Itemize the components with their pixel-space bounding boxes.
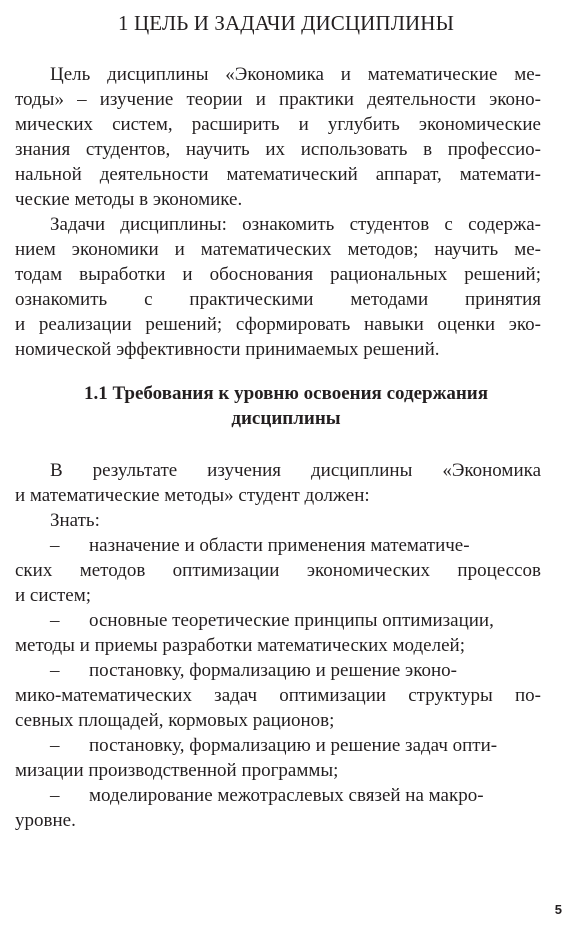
- list-item-text: основные теоретические принципы оптимизации,: [89, 610, 494, 631]
- text-line: Цель дисциплины «Экономика и математические ме-: [50, 64, 541, 85]
- text-line: и реализации решений; сформировать навыки оценки эко-: [15, 314, 541, 335]
- text-line: мико-математических задач оптимизации структуры по-: [15, 685, 541, 706]
- text-line: уровне.: [15, 810, 76, 831]
- text-line: мических систем, расширить и углубить экономические: [15, 114, 541, 135]
- text-line: севных площадей, кормовых рационов;: [15, 710, 335, 731]
- dash-bullet: –: [50, 660, 60, 681]
- list-item-text: постановку, формализацию и решение эконо-: [89, 660, 457, 681]
- text-line: знания студентов, научить их использовать в профессио-: [15, 139, 541, 160]
- text-line: тоды» – изучение теории и практики деятельности эконо-: [15, 89, 541, 110]
- list-item-text: постановку, формализацию и решение задач опти-: [89, 735, 498, 756]
- list-item-text: назначение и области применения математиче-: [89, 535, 470, 556]
- text-line: и систем;: [15, 585, 91, 606]
- text-line: ческие методы в экономике.: [15, 189, 243, 210]
- dash-bullet: –: [50, 735, 60, 756]
- text-line: В результате изучения дисциплины «Экономика: [50, 460, 541, 481]
- text-line: ознакомить с практическими методами принятия: [15, 289, 541, 310]
- text-line: нальной деятельности математический аппарат, математи-: [15, 164, 541, 185]
- list-item: [50, 659, 541, 683]
- dash-bullet: –: [50, 785, 60, 806]
- text-line: тодам выработки и обоснования рациональных решений;: [15, 264, 541, 285]
- dash-bullet: –: [50, 610, 60, 631]
- page-number: 5: [554, 902, 562, 917]
- subsection-heading: 1.1 Требования к уровню освоения содержания: [83, 383, 489, 404]
- text-line: мизации производственной программы;: [15, 760, 339, 781]
- text-line: и математические методы» студент должен:: [15, 485, 370, 506]
- list-item: [50, 609, 541, 633]
- list-item: [50, 534, 541, 558]
- text-line: Задачи дисциплины: ознакомить студентов с содержа-: [50, 214, 541, 235]
- list-item-text: моделирование межотраслевых связей на макро-: [89, 785, 484, 806]
- text-line: методы и приемы разработки математических моделей;: [15, 635, 465, 656]
- dash-bullet: –: [50, 535, 60, 556]
- text-line: нием экономики и математических методов; научить ме-: [15, 239, 541, 260]
- chapter-heading: 1 ЦЕЛЬ И ЗАДАЧИ ДИСЦИПЛИНЫ: [118, 11, 454, 35]
- text-line: номической эффективности принимаемых решений.: [15, 339, 440, 360]
- subsection-heading-continued: дисциплины: [231, 408, 341, 429]
- text-line: ских методов оптимизации экономических процессов: [15, 560, 541, 581]
- list-item: [50, 784, 541, 808]
- list-item: [50, 734, 541, 758]
- know-label: Знать:: [50, 510, 100, 531]
